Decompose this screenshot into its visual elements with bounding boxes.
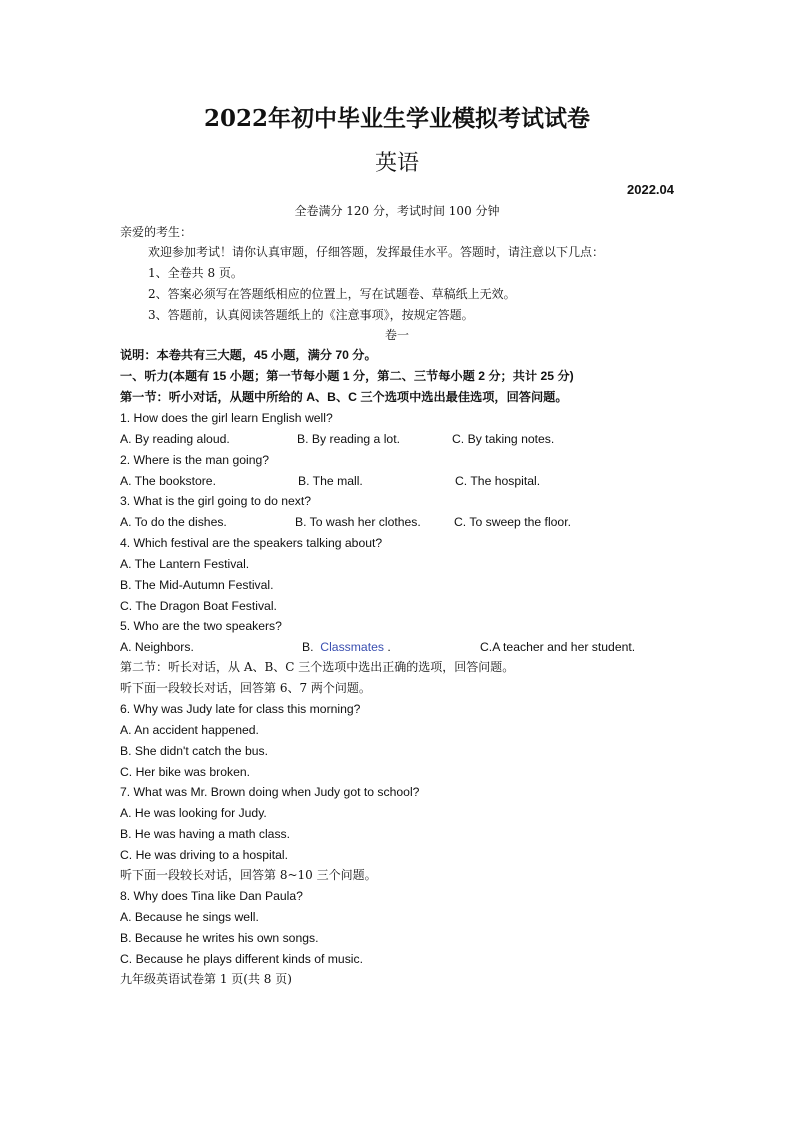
question-stem: 3. What is the girl going to do next? [120, 494, 312, 508]
option-a: A. The bookstore. [120, 474, 216, 488]
option-b: B. To wash her clothes. [295, 515, 421, 529]
option-c: C. Her bike was broken. [120, 765, 251, 779]
option-c: C. The Dragon Boat Festival. [120, 599, 277, 613]
volume-label: 卷一 [384, 328, 409, 342]
page-footer: 九年级英语试卷第 1 页(共 8 页) [120, 972, 292, 986]
question-stem: 4. Which festival are the speakers talking about? [120, 536, 383, 550]
exam-subject: 英语 [374, 151, 419, 176]
passage-instruction: 听下面一段较长对话，回答第 6、7 两个问题。 [120, 681, 371, 695]
question-stem: 6. Why was Judy late for class this morning? [120, 702, 361, 716]
option-b: B. The mall. [298, 474, 363, 488]
note-item: 3、答题前，认真阅读答题纸上的《注意事项》，按规定答题。 [148, 308, 474, 322]
question-stem: 7. What was Mr. Brown doing when Judy got to school? [120, 785, 420, 799]
option-b: B. She didn't catch the bus. [120, 744, 268, 758]
classmates-link[interactable]: Classmates [320, 640, 384, 654]
part-heading: 第一节：听小对话，从题中所给的 A、B、C 三个选项中选出最佳选项，回答问题。 [120, 390, 568, 404]
question-stem: 2. Where is the man going? [120, 453, 270, 467]
exam-title: 2022年初中毕业生学业模拟考试试卷 [203, 105, 590, 132]
greeting: 亲爱的考生： [120, 225, 193, 239]
option-c: C. By taking notes. [452, 432, 555, 446]
welcome-text: 欢迎参加考试！请你认真审题，仔细答题，发挥最佳水平。答题时，请注意以下几点： [148, 245, 605, 259]
option-a: A. Neighbors. [120, 640, 194, 654]
option-a: A. To do the dishes. [120, 515, 227, 529]
option-c: C. To sweep the floor. [454, 515, 571, 529]
note-item: 1、全卷共 8 页。 [148, 266, 243, 280]
option-b: B. By reading a lot. [297, 432, 400, 446]
part-heading: 第二节：听长对话，从 A、B、C 三个选项中选出正确的选项，回答问题。 [120, 660, 515, 674]
option-b: B. The Mid-Autumn Festival. [120, 578, 274, 592]
score-info: 全卷满分 120 分，考试时间 100 分钟 [294, 204, 500, 218]
note-item: 2、答案必须写在答题纸相应的位置上，写在试题卷、草稿纸上无效。 [148, 287, 516, 301]
passage-instruction: 听下面一段较长对话，回答第 8~10 三个问题。 [120, 868, 377, 882]
section-heading: 一、听力(本题有 15 小题；第一节每小题 1 分，第二、三节每小题 2 分；共计 25 分) [120, 369, 574, 383]
option-c: C. The hospital. [455, 474, 541, 488]
option-a: A. Because he sings well. [120, 910, 259, 924]
question-stem: 8. Why does Tina like Dan Paula? [120, 889, 303, 903]
option-c: C.A teacher and her student. [480, 640, 636, 654]
option-b-suffix: . [387, 640, 391, 654]
option-b-prefix: B. [302, 640, 314, 654]
exam-date: 2022.04 [627, 182, 674, 197]
instructions: 说明：本卷共有三大题，45 小题，满分 70 分。 [120, 348, 377, 362]
option-c: C. Because he plays different kinds of music. [120, 952, 363, 966]
question-stem: 5. Who are the two speakers? [120, 619, 282, 633]
option-b: B. He was having a math class. [120, 827, 291, 841]
option-a: A. An accident happened. [120, 723, 259, 737]
option-b: B. Because he writes his own songs. [120, 931, 319, 945]
option-a: A. By reading aloud. [120, 432, 230, 446]
option-a: A. He was looking for Judy. [120, 806, 267, 820]
question-stem: 1. How does the girl learn English well? [120, 411, 333, 425]
option-a: A. The Lantern Festival. [120, 557, 250, 571]
option-b [302, 639, 391, 655]
option-c: C. He was driving to a hospital. [120, 848, 288, 862]
